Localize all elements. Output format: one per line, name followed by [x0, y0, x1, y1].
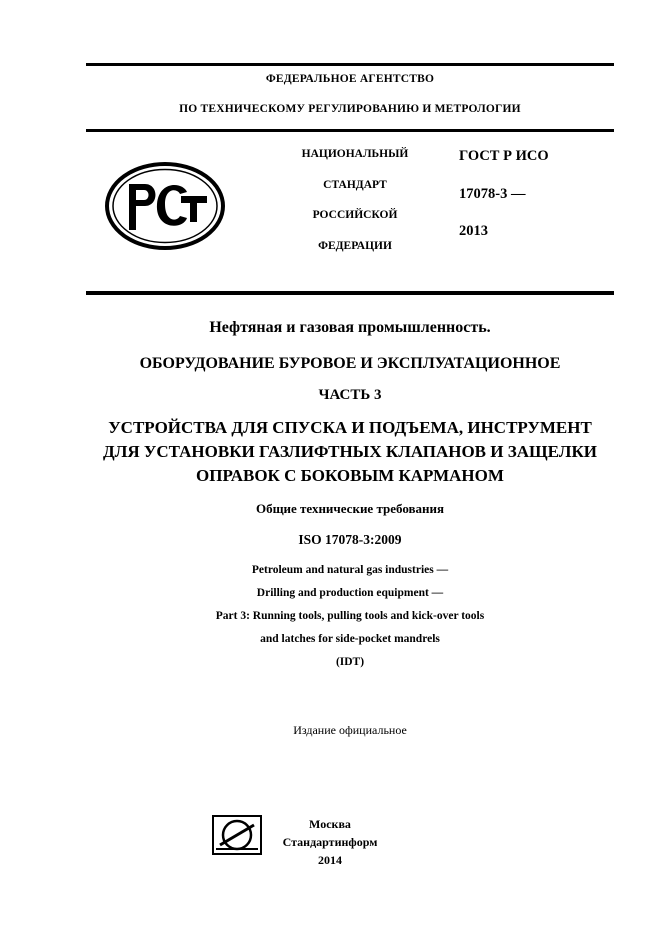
top-rule — [86, 63, 614, 66]
rst-logo — [103, 160, 227, 252]
english-line-3: Part 3: Running tools, pulling tools and kick-over tools — [215, 610, 485, 622]
gost-designation-line-2: 17078-3 — — [459, 186, 526, 202]
title-line-4: УСТРОЙСТВА ДЛЯ СПУСКА И ПОДЪЕМА, ИНСТРУМЕНТ — [108, 418, 592, 437]
english-line-5: (IDT) — [335, 656, 365, 668]
english-line-2: Drilling and production equipment — — [256, 587, 444, 599]
title-line-5: ДЛЯ УСТАНОВКИ ГАЗЛИФТНЫХ КЛАПАНОВ И ЗАЩЕЛКИ — [103, 442, 597, 461]
publisher-name: Стандартинформ — [282, 835, 378, 849]
subtitle: Общие технические требования — [255, 501, 445, 516]
agency-line-1: ФЕДЕРАЛЬНОЕ АГЕНТСТВО — [265, 73, 435, 85]
english-line-1: Petroleum and natural gas industries — — [251, 564, 449, 576]
title-line-1: Нефтяная и газовая промышленность. — [209, 319, 491, 336]
title-line-3: ЧАСТЬ 3 — [318, 387, 382, 403]
rst-logo-icon — [103, 160, 227, 252]
english-line-4: and latches for side-pocket mandrels — [260, 633, 440, 645]
title-line-2: ОБОРУДОВАНИЕ БУРОВОЕ И ЭКСПЛУАТАЦИОННОЕ — [139, 355, 561, 372]
gost-designation-line-1: ГОСТ Р ИСО — [459, 148, 549, 164]
gost-designation-line-3: 2013 — [459, 223, 488, 239]
standard-line-2: СТАНДАРТ — [323, 179, 387, 191]
title-line-6: ОПРАВОК С БОКОВЫМ КАРМАНОМ — [196, 466, 504, 485]
agency-line-2: ПО ТЕХНИЧЕСКОМУ РЕГУЛИРОВАНИЮ И МЕТРОЛОГИИ — [179, 103, 521, 115]
publisher-city: Москва — [309, 817, 351, 831]
edition-label: Издание официальное — [293, 723, 407, 737]
header-rule — [86, 129, 614, 132]
iso-number: ISO 17078-3:2009 — [298, 532, 402, 547]
standard-line-1: НАЦИОНАЛЬНЫЙ — [301, 148, 409, 160]
standartinform-logo-icon — [212, 815, 262, 855]
publication-year: 2014 — [318, 853, 342, 867]
standartinform-logo — [212, 815, 262, 855]
bottom-header-rule — [86, 291, 614, 295]
standard-line-4: ФЕДЕРАЦИИ — [318, 240, 392, 252]
standard-line-3: РОССИЙСКОЙ — [312, 209, 398, 221]
